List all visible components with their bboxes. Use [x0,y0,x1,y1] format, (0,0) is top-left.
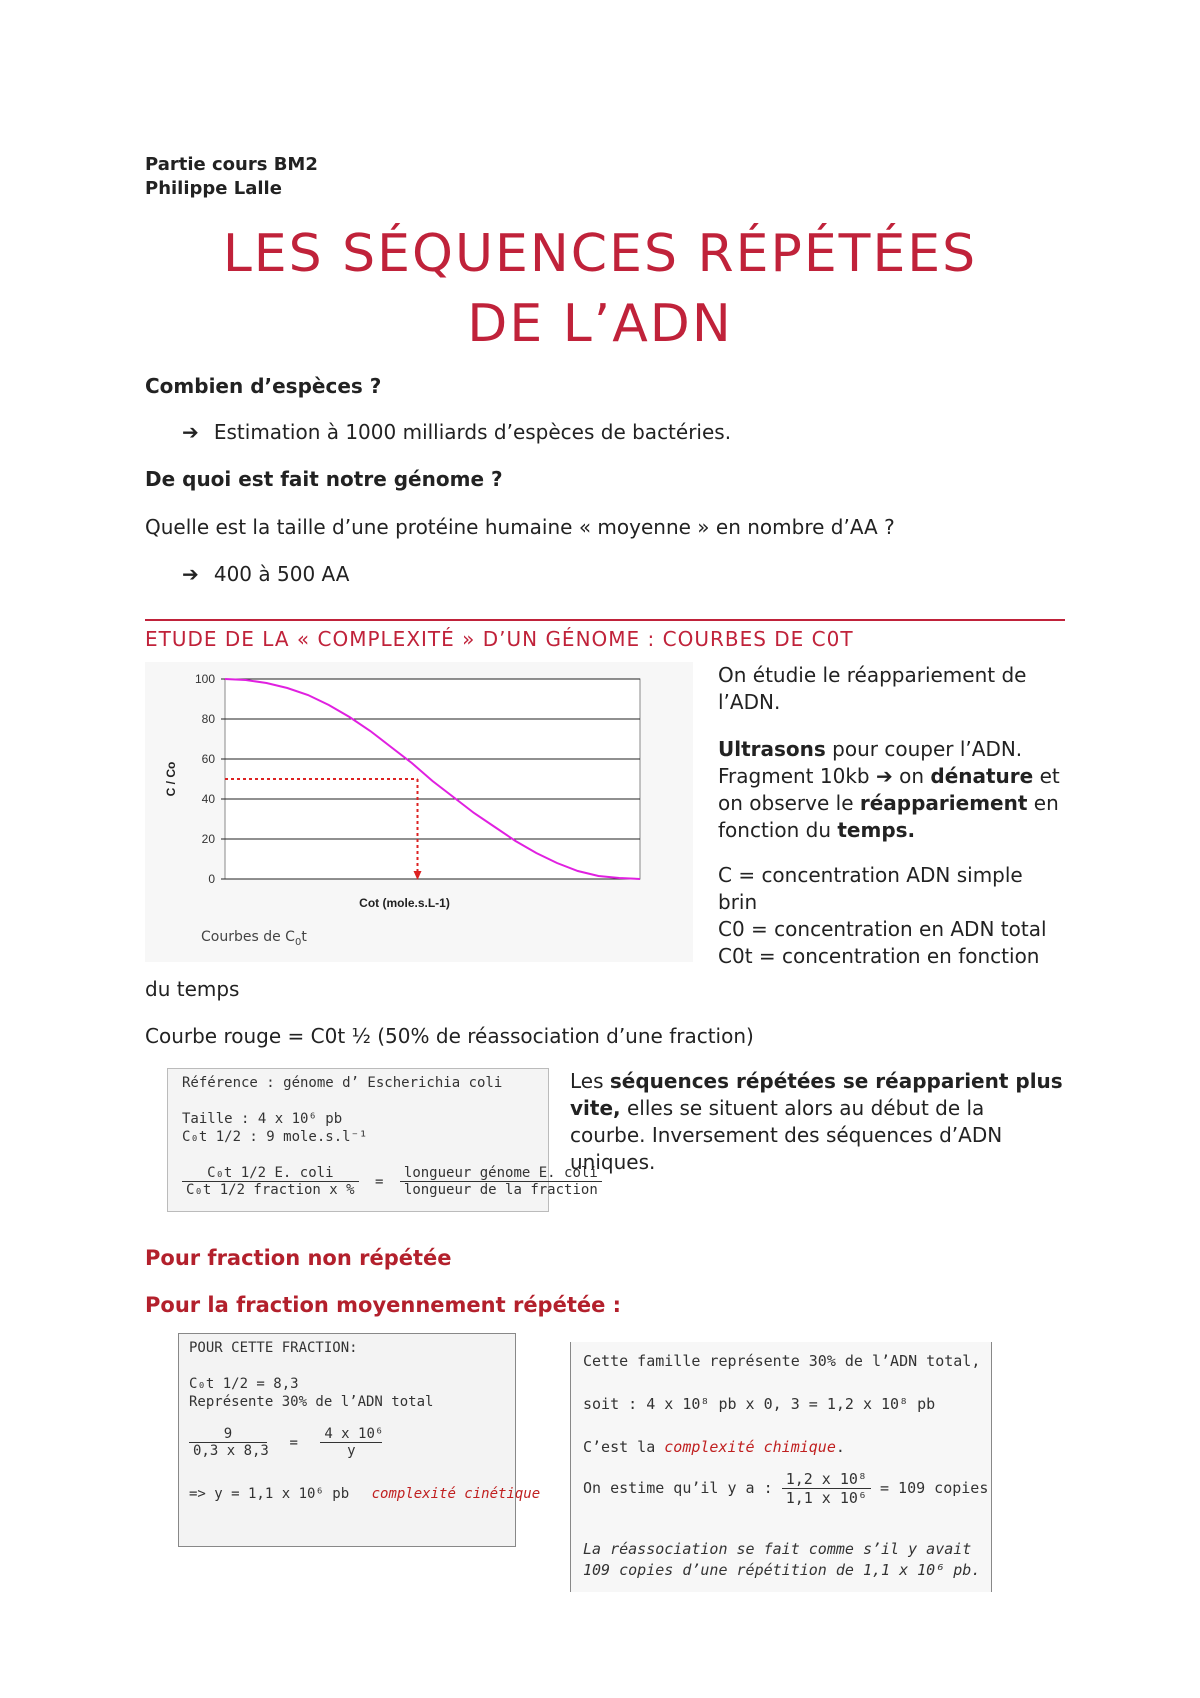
question-genome: De quoi est fait notre génome ? [145,467,503,491]
copies-num: 1,2 x 10⁸ [782,1470,871,1489]
calc-fraction-right [320,1426,382,1459]
ref-line-2: Taille : 4 x 10⁶ pb [182,1111,343,1127]
chart-caption-main: Courbes de C [201,929,295,945]
calc-num-1: 9 [189,1426,267,1443]
definition-c0t-continued: du temps [145,977,240,1001]
y-tick-label: 40 [201,792,215,806]
page-title-line2: DE L’ADN [467,294,733,354]
fraction-calc-box [178,1333,541,1547]
cot-chart-panel [145,662,693,962]
copies-line-3a: C’est la [583,1438,665,1456]
calc-num-2: 4 x 10⁶ [320,1426,382,1443]
chart-caption [201,929,307,948]
calc-den-1: 0,3 x 8,3 [193,1443,269,1459]
ref-fraction [182,1165,602,1198]
intro-paragraph-1: On étudie le réappariement de l’ADN. [718,663,1027,714]
repeat-text-1: Les [570,1069,610,1093]
intro-bold-denature: dénature [930,764,1034,788]
arrow-right-icon: ➔ [182,420,199,444]
calc-result-text: => y = 1,1 x 10⁶ pb [189,1486,350,1502]
copies-den: 1,1 x 10⁶ [785,1489,867,1507]
y-tick-label: 20 [201,832,215,846]
answer-species [182,420,731,444]
intro-text-block [718,662,1068,970]
copies-line-5: La réassociation se fait comme s’il y avait [583,1540,972,1558]
copies-fraction [782,1470,871,1507]
copies-line-2: soit : 4 x 10⁸ pb x 0, 3 = 1,2 x 10⁸ pb [583,1395,936,1413]
calc-line-3: Représente 30% de l’ADN total [189,1394,434,1410]
copies-line-6: 109 copies d’une répétition de 1,1 x 10⁶ pb. [583,1561,981,1579]
intro-text-4: en fonction du [718,791,1059,842]
copies-line-4b: = 109 copies [880,1479,989,1497]
ref-num-left: C₀t 1/2 E. coli [182,1165,359,1182]
definition-c0t: C0t = concentration en fonction [718,944,1040,968]
answer-protein-size [182,562,349,586]
y-axis-label: C / Co [164,761,178,797]
question-protein-size: Quelle est la taille d’une protéine humaine « moyenne » en nombre d’AA ? [145,515,895,539]
copies-line-3b: . [835,1438,845,1456]
y-tick-label: 60 [201,752,215,766]
repeat-explanation [570,1068,1065,1176]
arrow-right-icon: ➔ [875,764,893,788]
ref-num-right: longueur génome E. coli [400,1165,602,1182]
calc-line-2: C₀t 1/2 = 8,3 [189,1376,299,1392]
copies-line-1: Cette famille représente 30% de l’ADN total, [583,1352,981,1370]
course-label: Partie cours BM2 [145,154,318,175]
author-name: Philippe Lalle [145,178,282,199]
ref-den-right: longueur de la fraction [403,1182,598,1198]
copies-line-3-red: complexité chimique [664,1438,836,1456]
page-title-line1: LES SÉQUENCES RÉPÉTÉES [222,224,978,284]
intro-text-2: on [892,764,931,788]
ref-equals: = [375,1173,384,1190]
intro-bold-temps: temps. [837,818,916,842]
calc-fraction-left [189,1426,267,1459]
section-divider [145,619,1065,621]
chart-caption-tail: t [301,929,307,945]
definition-c: C = concentration ADN simple brin [718,863,1023,914]
repeat-text-2: elles se situent alors au début de la courbe. Inversement des séquences d’ADN uniques. [570,1096,1003,1174]
arrow-right-icon: ➔ [182,562,199,586]
definition-c0: C0 = concentration en ADN total [718,917,1047,941]
chart-caption-sub: 0 [294,936,302,948]
intro-text-1: pour couper l’ADN. Fragment 10kb [718,737,1023,788]
calc-result [189,1486,540,1502]
intro-paragraph-2 [718,736,1068,844]
heading-non-repeated: Pour fraction non répétée [145,1246,452,1270]
heading-mid-repeated: Pour la fraction moyennement répétée : [145,1293,622,1317]
calc-den-2: y [347,1443,356,1459]
calc-equals: = [289,1434,298,1451]
intro-bold-ultrasons: Ultrasons [718,737,826,761]
calc-result-red: complexité cinétique [371,1486,541,1502]
ref-den-left: C₀t 1/2 fraction x % [186,1182,355,1198]
y-tick-label: 0 [208,872,215,886]
calc-fraction [189,1426,382,1459]
copies-line-4a: On estime qu’il y a : [583,1479,773,1497]
question-species: Combien d’espèces ? [145,374,382,398]
ref-line-3: C₀t 1/2 : 9 mole.s.l⁻¹ [182,1129,368,1145]
calc-line-1: POUR CETTE FRACTION: [189,1340,358,1356]
answer-protein-size-text: 400 à 500 AA [213,562,350,586]
x-axis-label: Cot (mole.s.L-1) [359,896,450,910]
copies-calc-box [570,1342,992,1592]
red-curve-note: Courbe rouge = C0t ½ (50% de réassociation d’une fraction) [145,1024,754,1048]
copies-line-4 [583,1470,988,1507]
y-tick-label: 100 [194,672,215,686]
y-tick-label: 80 [201,712,215,726]
reference-formula-box [167,1068,598,1212]
intro-text-3: et on observe le [718,764,1060,815]
answer-species-text: Estimation à 1000 milliards d’espèces de bactéries. [213,420,732,444]
cot-chart [145,662,693,962]
section-title: ETUDE DE LA « COMPLEXITÉ » D’UN GÉNOME : COURBES DE C0T [145,627,854,651]
ref-line-1: Référence : génome d’ Escherichia coli [182,1075,503,1091]
intro-bold-reappariement: réappariement [859,791,1028,815]
copies-line-3 [583,1438,845,1456]
ref-fraction-left [182,1165,359,1198]
repeat-text-bold: séquences répétées se réapparient plus vite, [570,1069,1063,1120]
